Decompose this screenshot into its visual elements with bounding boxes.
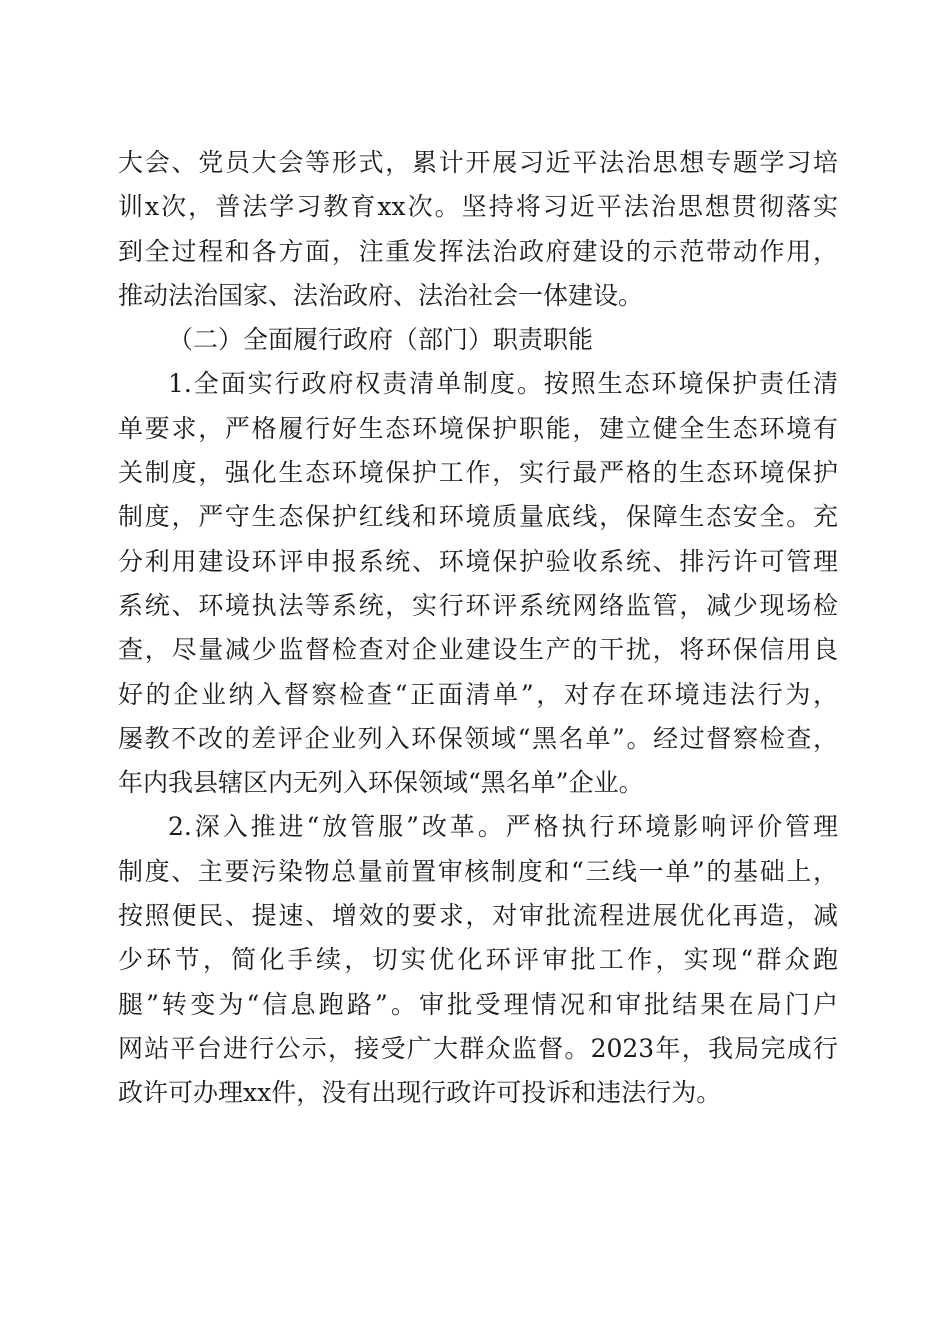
text-line: 训x次，普法学习教育xx次。坚持将习近平法治思想贯彻落实 [118,192,838,222]
text-line: 系统、环境执法等系统，实行环评系统网络监管，减少现场检 [118,590,838,620]
text-line: 2.深入推进“放管服”改革。严格执行环境影响评价管理 [168,812,838,842]
text-line: 推动法治国家、法治政府、法治社会一体建设。 [118,280,644,310]
text-line: 腿”转变为“信息跑路”。审批受理情况和审批结果在局门户 [118,989,838,1019]
text-line: 按照便民、提速、增效的要求，对审批流程进展优化再造，减 [118,901,838,931]
text-line: 单要求，严格履行好生态环境保护职能，建立健全生态环境有 [118,413,838,443]
text-line: 少环节，简化手续，切实优化环评审批工作，实现“群众跑 [118,945,838,975]
text-line: 制度，严守生态保护红线和环境质量底线，保障生态安全。充 [118,502,838,532]
text-line: 好的企业纳入督察检查“正面清单”，对存在环境违法行为， [118,679,838,709]
text-line: 大会、党员大会等形式，累计开展习近平法治思想专题学习培 [118,148,838,177]
text-line: 关制度，强化生态环境保护工作，实行最严格的生态环境保护 [118,458,838,488]
text-line: 屡教不改的差评企业列入环保领域“黑名单”。经过督察检查， [118,723,838,753]
text-line: 查，尽量减少监督检查对企业建设生产的干扰，将环保信用良 [118,635,838,665]
paragraph-study-training [118,141,838,318]
paragraph-reform [118,805,838,1115]
document-body [118,141,838,1116]
text-line: 到全过程和各方面，注重发挥法治政府建设的示范带动作用， [118,236,838,266]
paragraph-power-list [118,362,838,805]
text-line: 网站平台进行公示，接受广大群众监督。2023年，我局完成行 [118,1033,838,1063]
text-line: 1.全面实行政府权责清单制度。按照生态环境保护责任清 [168,369,838,399]
text-line: 年内我县辖区内无列入环保领域“黑名单”企业。 [118,768,644,798]
text-line: 分利用建设环评申报系统、环境保护验收系统、排污许可管理 [118,546,838,576]
section-heading-duties [118,318,838,362]
section-heading-text: （二）全面履行政府（部门）职责职能 [168,325,594,355]
text-line: 制度、主要污染物总量前置审核制度和“三线一单”的基础上， [118,856,838,886]
text-line: 政许可办理xx件，没有出现行政许可投诉和违法行为。 [118,1078,722,1108]
